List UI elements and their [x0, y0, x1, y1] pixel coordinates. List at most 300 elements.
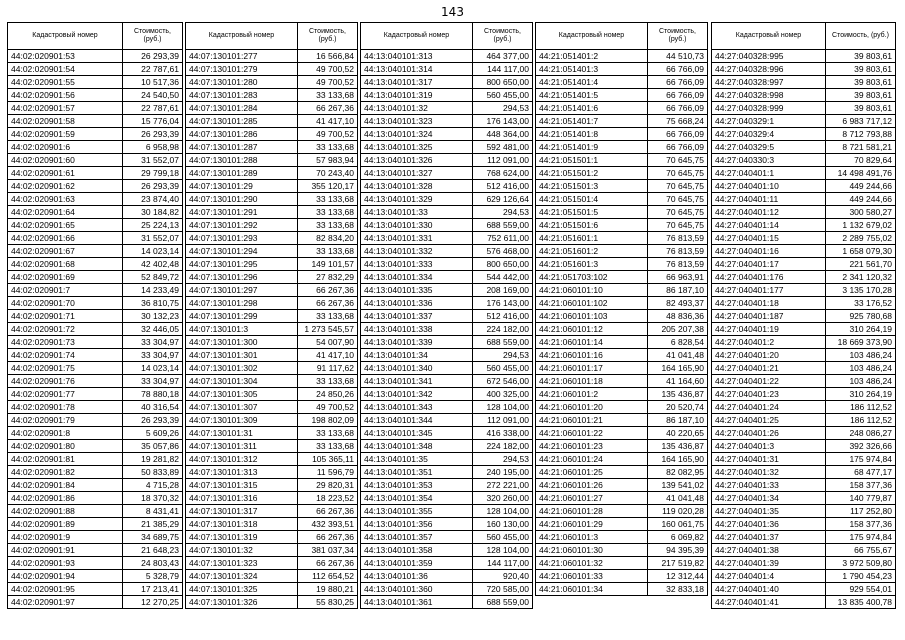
cadastral-number-cell: 44:02:020901:58 — [8, 115, 123, 128]
cadastral-number-header: Кадастровый номер — [361, 23, 473, 50]
table-row — [712, 596, 896, 609]
cost-cell: 720 585,00 — [473, 583, 533, 596]
table-row — [361, 102, 533, 115]
cadastral-number-cell: 44:21:051401:8 — [536, 128, 648, 141]
table-row — [536, 180, 708, 193]
cadastral-number-cell: 44:02:020901:89 — [8, 518, 123, 531]
cadastral-number-cell: 44:02:020901:95 — [8, 583, 123, 596]
cost-cell: 592 481,00 — [473, 141, 533, 154]
cadastral-number-cell: 44:21:060101:25 — [536, 466, 648, 479]
cadastral-number-cell: 44:21:060101:14 — [536, 336, 648, 349]
cost-cell: 78 880,18 — [123, 388, 183, 401]
table-row — [536, 141, 708, 154]
cadastral-number-cell: 44:02:020901:69 — [8, 271, 123, 284]
cost-cell: 39 803,61 — [826, 50, 896, 63]
table-row — [536, 284, 708, 297]
cadastral-number-cell: 44:21:060101:24 — [536, 453, 648, 466]
cost-cell: 310 264,19 — [826, 323, 896, 336]
cadastral-number-cell: 44:27:040401:11 — [712, 193, 826, 206]
table-row — [712, 128, 896, 141]
cadastral-number-cell: 44:13:040101:344 — [361, 414, 473, 427]
cadastral-number-cell: 44:02:020901:73 — [8, 336, 123, 349]
cadastral-number-cell: 44:02:020901:86 — [8, 492, 123, 505]
cadastral-number-cell: 44:13:040101:336 — [361, 297, 473, 310]
table-row — [361, 258, 533, 271]
cost-cell: 544 442,00 — [473, 271, 533, 284]
cadastral-number-cell: 44:27:040401:39 — [712, 557, 826, 570]
cost-cell: 39 803,61 — [826, 76, 896, 89]
cost-cell: 272 221,00 — [473, 479, 533, 492]
cadastral-number-cell: 44:27:040328:999 — [712, 102, 826, 115]
cost-cell: 1 132 679,02 — [826, 219, 896, 232]
table-row — [8, 258, 183, 271]
cost-cell: 33 176,52 — [826, 297, 896, 310]
cost-cell: 128 104,00 — [473, 505, 533, 518]
table-row — [712, 401, 896, 414]
table-row — [361, 583, 533, 596]
cost-cell: 6 983 717,12 — [826, 115, 896, 128]
cadastral-number-cell: 44:27:040401:177 — [712, 284, 826, 297]
cost-cell: 164 165,90 — [648, 362, 708, 375]
table-row — [186, 414, 358, 427]
cost-cell: 82 834,20 — [298, 232, 358, 245]
cost-cell: 86 187,10 — [648, 284, 708, 297]
table-row — [536, 102, 708, 115]
table-row — [361, 115, 533, 128]
cadastral-number-cell: 44:02:020901:59 — [8, 128, 123, 141]
cost-cell: 75 668,24 — [648, 115, 708, 128]
table-row — [8, 505, 183, 518]
cost-cell: 576 468,00 — [473, 245, 533, 258]
cadastral-number-cell: 44:02:020901:71 — [8, 310, 123, 323]
cadastral-number-cell: 44:21:051703:102 — [536, 271, 648, 284]
cost-cell: 66 267,36 — [298, 531, 358, 544]
table-row — [536, 453, 708, 466]
cost-cell: 300 580,27 — [826, 206, 896, 219]
cadastral-number-cell: 44:07:130101:295 — [186, 258, 298, 271]
cadastral-number-cell: 44:02:020901:81 — [8, 453, 123, 466]
cadastral-number-cell: 44:02:020901:79 — [8, 414, 123, 427]
cost-cell: 752 611,00 — [473, 232, 533, 245]
cadastral-number-cell: 44:27:040401:20 — [712, 349, 826, 362]
cadastral-number-cell: 44:07:130101:283 — [186, 89, 298, 102]
cost-cell: 117 252,80 — [826, 505, 896, 518]
cost-cell: 27 832,29 — [298, 271, 358, 284]
cadastral-number-cell: 44:02:020901:66 — [8, 232, 123, 245]
table-row — [8, 362, 183, 375]
cadastral-number-cell: 44:21:060101:27 — [536, 492, 648, 505]
cadastral-number-cell: 44:13:040101:340 — [361, 362, 473, 375]
cadastral-number-cell: 44:07:130101:29 — [186, 180, 298, 193]
cost-cell: 672 546,00 — [473, 375, 533, 388]
cadastral-number-cell: 44:07:130101:309 — [186, 414, 298, 427]
cadastral-number-cell: 44:21:051501:5 — [536, 206, 648, 219]
cost-cell: 26 293,39 — [123, 50, 183, 63]
table-row — [8, 466, 183, 479]
cadastral-number-cell: 44:21:051501:2 — [536, 167, 648, 180]
cadastral-cost-table — [7, 22, 183, 609]
cadastral-number-cell: 44:13:040101:328 — [361, 180, 473, 193]
table-row — [8, 349, 183, 362]
cost-cell: 49 700,52 — [298, 63, 358, 76]
cost-cell: 18 669 373,90 — [826, 336, 896, 349]
cadastral-number-cell: 44:21:051401:6 — [536, 102, 648, 115]
table-row — [8, 102, 183, 115]
table-row — [361, 414, 533, 427]
cost-cell: 32 446,05 — [123, 323, 183, 336]
cadastral-number-cell: 44:21:060101:22 — [536, 427, 648, 440]
cost-cell: 139 541,02 — [648, 479, 708, 492]
table-row — [361, 531, 533, 544]
cost-cell: 103 486,24 — [826, 375, 896, 388]
cadastral-number-cell: 44:02:020901:70 — [8, 297, 123, 310]
table-row — [186, 596, 358, 609]
table-row — [536, 323, 708, 336]
cost-cell: 294,53 — [473, 102, 533, 115]
table-row — [186, 388, 358, 401]
table-row — [8, 323, 183, 336]
cost-cell: 33 133,68 — [298, 141, 358, 154]
table-row — [361, 375, 533, 388]
cost-cell: 144 117,00 — [473, 63, 533, 76]
cadastral-number-cell: 44:13:040101:355 — [361, 505, 473, 518]
cost-cell: 42 402,48 — [123, 258, 183, 271]
cost-cell: 119 020,28 — [648, 505, 708, 518]
table-row — [186, 115, 358, 128]
cadastral-number-cell: 44:07:130101:326 — [186, 596, 298, 609]
table-header-row — [8, 23, 183, 50]
table-row — [536, 375, 708, 388]
cost-cell: 41 417,10 — [298, 115, 358, 128]
cost-cell: 50 833,89 — [123, 466, 183, 479]
table-row — [8, 271, 183, 284]
table-row — [712, 544, 896, 557]
cadastral-number-cell: 44:27:040401:176 — [712, 271, 826, 284]
cadastral-number-cell: 44:13:040101:329 — [361, 193, 473, 206]
cost-cell: 29 820,31 — [298, 479, 358, 492]
cadastral-number-cell: 44:07:130101:323 — [186, 557, 298, 570]
cadastral-number-cell: 44:07:130101:288 — [186, 154, 298, 167]
cost-cell: 30 132,23 — [123, 310, 183, 323]
cadastral-number-cell: 44:07:130101:304 — [186, 375, 298, 388]
cost-cell: 198 802,09 — [298, 414, 358, 427]
table-row — [712, 349, 896, 362]
cadastral-number-cell: 44:13:040101:353 — [361, 479, 473, 492]
table-row — [186, 505, 358, 518]
table-row — [361, 401, 533, 414]
cost-cell: 224 182,00 — [473, 323, 533, 336]
table-row — [8, 544, 183, 557]
cadastral-number-cell: 44:21:060101:102 — [536, 297, 648, 310]
cost-cell: 560 455,00 — [473, 531, 533, 544]
cadastral-number-cell: 44:21:060101:12 — [536, 323, 648, 336]
table-row — [186, 219, 358, 232]
cadastral-number-header: Кадастровый номер — [8, 23, 123, 50]
cadastral-number-cell: 44:07:130101:289 — [186, 167, 298, 180]
table-row — [8, 232, 183, 245]
cadastral-number-cell: 44:27:040401:25 — [712, 414, 826, 427]
cadastral-number-cell: 44:27:040401:19 — [712, 323, 826, 336]
cost-cell: 128 104,00 — [473, 401, 533, 414]
cost-cell: 432 393,51 — [298, 518, 358, 531]
cadastral-number-cell: 44:21:051501:4 — [536, 193, 648, 206]
cadastral-number-cell: 44:02:020901:80 — [8, 440, 123, 453]
cadastral-number-cell: 44:13:040101:348 — [361, 440, 473, 453]
table-row — [186, 544, 358, 557]
cost-cell: 26 293,39 — [123, 180, 183, 193]
cadastral-number-cell: 44:27:040328:996 — [712, 63, 826, 76]
cost-cell: 19 281,82 — [123, 453, 183, 466]
cadastral-number-cell: 44:13:040101:326 — [361, 154, 473, 167]
table-row — [361, 167, 533, 180]
table-row — [8, 375, 183, 388]
cadastral-number-cell: 44:13:040101:34 — [361, 349, 473, 362]
cadastral-number-cell: 44:02:020901:8 — [8, 427, 123, 440]
table-row — [361, 141, 533, 154]
table-row — [361, 232, 533, 245]
table-row — [361, 271, 533, 284]
table-row — [712, 492, 896, 505]
cost-cell: 70 645,75 — [648, 167, 708, 180]
table-row — [8, 284, 183, 297]
cadastral-number-cell: 44:02:020901:64 — [8, 206, 123, 219]
cadastral-number-header: Кадастровый номер — [186, 23, 298, 50]
table-row — [186, 232, 358, 245]
cadastral-number-cell: 44:13:040101:356 — [361, 518, 473, 531]
cadastral-number-cell: 44:13:040101:354 — [361, 492, 473, 505]
cadastral-number-cell: 44:27:040329:1 — [712, 115, 826, 128]
table-row — [361, 479, 533, 492]
table-row — [536, 531, 708, 544]
table-row — [186, 206, 358, 219]
cost-header: Стоимость, (руб.) — [473, 23, 533, 50]
cost-cell: 103 486,24 — [826, 349, 896, 362]
table-row — [361, 453, 533, 466]
table-row — [536, 557, 708, 570]
cadastral-number-cell: 44:07:130101:285 — [186, 115, 298, 128]
table-row — [361, 154, 533, 167]
cost-cell: 1 790 454,23 — [826, 570, 896, 583]
cost-cell: 33 133,68 — [298, 206, 358, 219]
cadastral-number-cell: 44:21:051401:2 — [536, 50, 648, 63]
cost-cell: 6 828,54 — [648, 336, 708, 349]
cadastral-cost-table — [185, 22, 358, 609]
cadastral-number-cell: 44:02:020901:63 — [8, 193, 123, 206]
cost-cell: 33 133,68 — [298, 245, 358, 258]
cost-cell: 68 477,17 — [826, 466, 896, 479]
table-row — [186, 492, 358, 505]
cadastral-number-cell: 44:27:040401:31 — [712, 453, 826, 466]
cost-cell: 33 304,97 — [123, 375, 183, 388]
cost-cell: 49 700,52 — [298, 76, 358, 89]
cost-cell: 800 650,00 — [473, 76, 533, 89]
cadastral-cost-table — [711, 22, 896, 609]
table-row — [186, 323, 358, 336]
cost-cell: 176 143,00 — [473, 297, 533, 310]
table-row — [186, 557, 358, 570]
table-row — [536, 427, 708, 440]
table-row — [8, 453, 183, 466]
cost-cell: 400 325,00 — [473, 388, 533, 401]
cost-cell: 18 370,32 — [123, 492, 183, 505]
cadastral-number-cell: 44:07:130101:302 — [186, 362, 298, 375]
cadastral-number-cell: 44:13:040101:358 — [361, 544, 473, 557]
cost-cell: 103 486,24 — [826, 362, 896, 375]
cost-cell: 34 689,75 — [123, 531, 183, 544]
table-row — [361, 388, 533, 401]
table-row — [8, 570, 183, 583]
cost-cell: 294,53 — [473, 349, 533, 362]
cadastral-number-cell: 44:21:060101:2 — [536, 388, 648, 401]
table-row — [712, 466, 896, 479]
cadastral-number-cell: 44:02:020901:82 — [8, 466, 123, 479]
cadastral-number-cell: 44:27:040401:10 — [712, 180, 826, 193]
cadastral-number-cell: 44:21:060101:34 — [536, 583, 648, 596]
cost-cell: 140 779,87 — [826, 492, 896, 505]
cost-cell: 94 395,39 — [648, 544, 708, 557]
table-row — [712, 531, 896, 544]
cost-cell: 21 385,29 — [123, 518, 183, 531]
cadastral-number-cell: 44:21:060101:18 — [536, 375, 648, 388]
cadastral-number-cell: 44:27:040401:22 — [712, 375, 826, 388]
cadastral-number-cell: 44:07:130101:284 — [186, 102, 298, 115]
cadastral-number-cell: 44:27:040328:997 — [712, 76, 826, 89]
table-row — [361, 323, 533, 336]
table-row — [536, 505, 708, 518]
cost-cell: 15 776,04 — [123, 115, 183, 128]
table-row — [361, 128, 533, 141]
cadastral-number-cell: 44:27:040401:23 — [712, 388, 826, 401]
table-row — [8, 154, 183, 167]
cost-cell: 32 833,18 — [648, 583, 708, 596]
cost-cell: 14 233,49 — [123, 284, 183, 297]
cadastral-cost-table — [360, 22, 533, 609]
cost-cell: 66 267,36 — [298, 297, 358, 310]
cadastral-number-cell: 44:13:040101:361 — [361, 596, 473, 609]
cost-cell: 39 803,61 — [826, 89, 896, 102]
cost-cell: 920,40 — [473, 570, 533, 583]
table-row — [8, 492, 183, 505]
cost-cell: 392 326,66 — [826, 440, 896, 453]
cost-cell: 2 341 120,32 — [826, 271, 896, 284]
table-row — [361, 518, 533, 531]
cadastral-number-cell: 44:07:130101:297 — [186, 284, 298, 297]
cost-cell: 48 836,36 — [648, 310, 708, 323]
cost-cell: 39 803,61 — [826, 63, 896, 76]
table-row — [712, 583, 896, 596]
cost-cell: 66 766,09 — [648, 128, 708, 141]
cost-cell: 6 958,98 — [123, 141, 183, 154]
cadastral-number-cell: 44:02:020901:56 — [8, 89, 123, 102]
cost-cell: 33 133,68 — [298, 375, 358, 388]
cadastral-number-cell: 44:02:020901:7 — [8, 284, 123, 297]
table-row — [536, 76, 708, 89]
table-row — [361, 570, 533, 583]
table-row — [536, 193, 708, 206]
cadastral-number-cell: 44:07:130101:286 — [186, 128, 298, 141]
table-row — [361, 596, 533, 609]
cost-cell: 688 559,00 — [473, 336, 533, 349]
table-row — [186, 89, 358, 102]
table-row — [712, 115, 896, 128]
cost-cell: 55 830,25 — [298, 596, 358, 609]
cost-cell: 10 517,36 — [123, 76, 183, 89]
cost-cell: 1 658 079,30 — [826, 245, 896, 258]
table-row — [536, 440, 708, 453]
cadastral-number-cell: 44:27:040401:18 — [712, 297, 826, 310]
cost-cell: 17 213,41 — [123, 583, 183, 596]
cadastral-number-cell: 44:27:040401:21 — [712, 362, 826, 375]
cadastral-number-cell: 44:07:130101:292 — [186, 219, 298, 232]
cadastral-number-cell: 44:07:130101:319 — [186, 531, 298, 544]
cost-cell: 135 436,87 — [648, 440, 708, 453]
cadastral-number-cell: 44:13:040101:327 — [361, 167, 473, 180]
table-row — [8, 388, 183, 401]
table-row — [186, 583, 358, 596]
cost-cell: 33 304,97 — [123, 349, 183, 362]
cadastral-number-cell: 44:13:040101:32 — [361, 102, 473, 115]
table-row — [361, 362, 533, 375]
cost-header: Стоимость, (руб.) — [648, 23, 708, 50]
cost-cell: 14 023,14 — [123, 362, 183, 375]
table-row — [361, 50, 533, 63]
cost-cell: 21 648,23 — [123, 544, 183, 557]
cost-cell: 5 328,79 — [123, 570, 183, 583]
table-row — [536, 115, 708, 128]
cost-cell: 1 273 545,57 — [298, 323, 358, 336]
cadastral-number-cell: 44:21:060101:3 — [536, 531, 648, 544]
cadastral-number-cell: 44:02:020901:94 — [8, 570, 123, 583]
table-row — [186, 154, 358, 167]
cost-cell: 248 086,27 — [826, 427, 896, 440]
cost-cell: 33 133,68 — [298, 310, 358, 323]
table-row — [186, 76, 358, 89]
table-header-row — [536, 23, 708, 50]
cadastral-number-cell: 44:21:051401:9 — [536, 141, 648, 154]
cadastral-number-cell: 44:27:040401:17 — [712, 258, 826, 271]
cost-cell: 13 835 400,78 — [826, 596, 896, 609]
cadastral-number-cell: 44:13:040101:359 — [361, 557, 473, 570]
cost-cell: 221 561,70 — [826, 258, 896, 271]
table-row — [536, 570, 708, 583]
cadastral-number-cell: 44:27:040401:15 — [712, 232, 826, 245]
table-row — [8, 76, 183, 89]
cost-cell: 929 554,01 — [826, 583, 896, 596]
cost-cell: 160 061,75 — [648, 518, 708, 531]
cadastral-number-cell: 44:21:051401:7 — [536, 115, 648, 128]
table-row — [712, 557, 896, 570]
cadastral-number-cell: 44:27:040329:4 — [712, 128, 826, 141]
table-row — [712, 102, 896, 115]
table-row — [712, 232, 896, 245]
cadastral-number-header: Кадастровый номер — [536, 23, 648, 50]
cadastral-number-cell: 44:02:020901:55 — [8, 76, 123, 89]
table-row — [186, 245, 358, 258]
table-row — [186, 440, 358, 453]
table-row — [8, 50, 183, 63]
table-row — [186, 297, 358, 310]
cadastral-number-cell: 44:02:020901:76 — [8, 375, 123, 388]
cadastral-number-cell: 44:02:020901:74 — [8, 349, 123, 362]
cost-cell: 8 712 793,88 — [826, 128, 896, 141]
cost-cell: 66 766,09 — [648, 63, 708, 76]
cost-cell: 39 803,61 — [826, 102, 896, 115]
cadastral-number-cell: 44:27:040401:1 — [712, 167, 826, 180]
table-row — [361, 245, 533, 258]
cadastral-number-cell: 44:21:051601:1 — [536, 232, 648, 245]
cost-cell: 800 650,00 — [473, 258, 533, 271]
table-row — [8, 583, 183, 596]
